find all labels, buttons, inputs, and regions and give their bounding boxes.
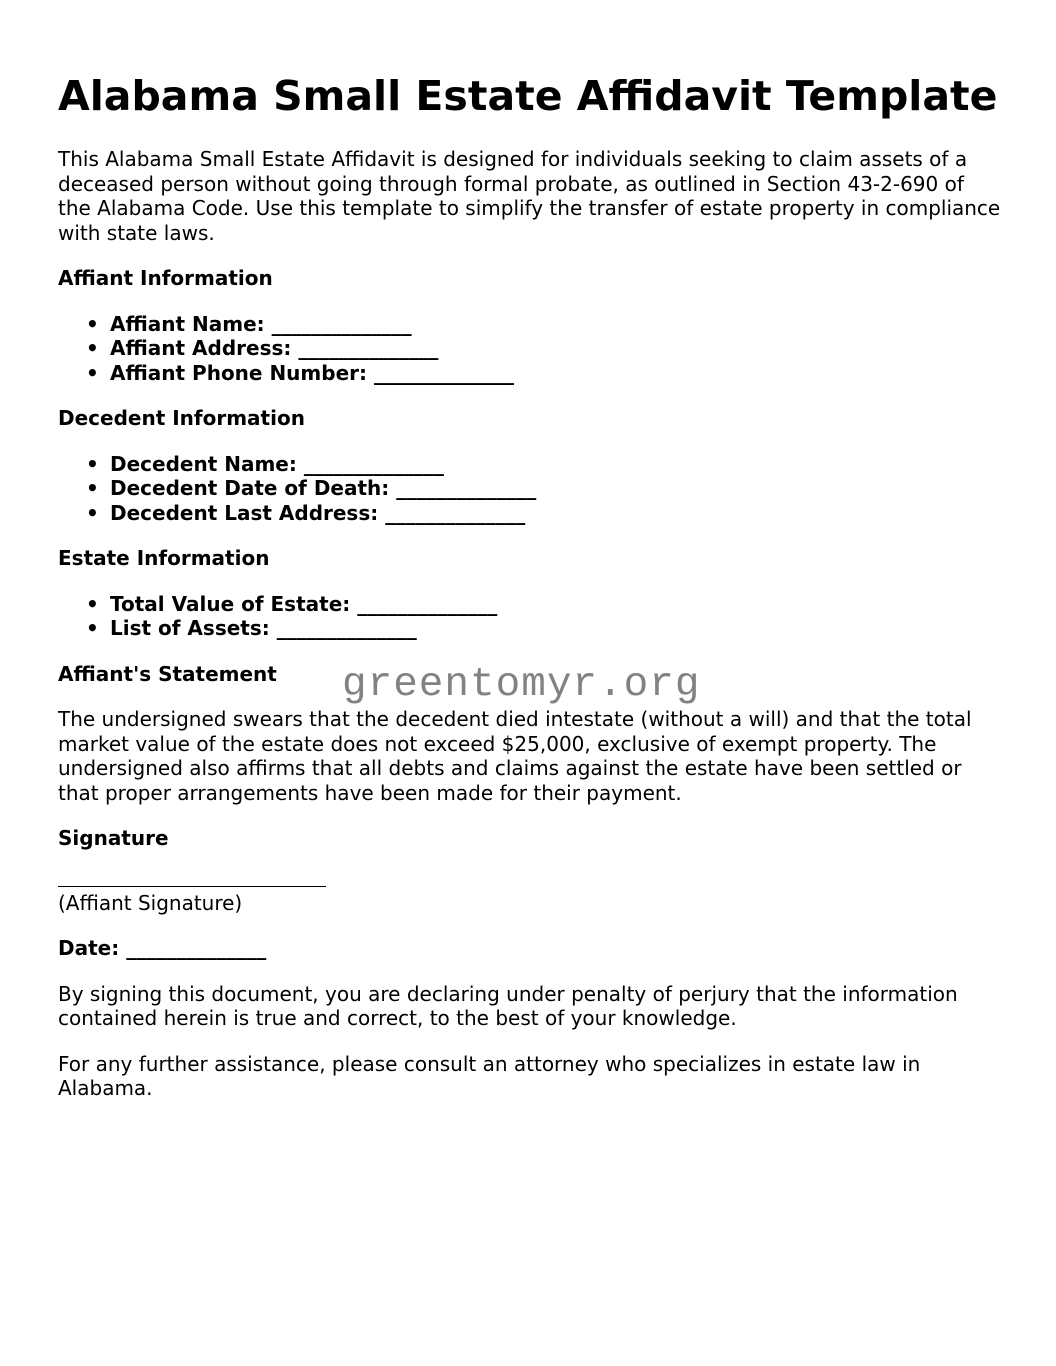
affiant-address-field: • Affiant Address: ______________ [110, 336, 1003, 361]
document-title: Alabama Small Estate Affidavit Template [58, 72, 998, 120]
signature-line [58, 885, 326, 887]
decedent-info-list [58, 452, 1003, 526]
signature-heading: Signature [58, 826, 169, 850]
affiant-statement-heading: Affiant's Statement [58, 661, 277, 686]
perjury-notice: By signing this document, you are declaring under penalty of perjury that the information contained herein is true and correct, to the best of your knowledge. [58, 981, 958, 1030]
estate-assets-list-field: • List of Assets: ______________ [110, 616, 1003, 641]
assistance-note: For any further assistance, please consult an attorney who specializes in estate law in Alabama. [58, 1051, 921, 1100]
affiant-name-field: • Affiant Name: ______________ [110, 312, 1003, 337]
intro-paragraph: This Alabama Small Estate Affidavit is designed for individuals seeking to claim assets of a deceased person without going through formal probate, as outlined in Section 43-2-690 of the Alabama Code. Use this template to simplify the transfer of estate property in compliance with state laws. [58, 147, 1001, 245]
affiant-info-list [58, 312, 1003, 386]
estate-total-value-field: • Total Value of Estate: ______________ [110, 592, 1003, 617]
affiant-info-heading: Affiant Information [58, 266, 273, 290]
affiant-phone-field: • Affiant Phone Number: ______________ [110, 361, 1003, 386]
date-field [58, 936, 1003, 961]
date-label: Date: [58, 936, 120, 960]
date-blank: ______________ [126, 936, 267, 960]
signature-block [58, 885, 1003, 916]
affiant-statement-body: The undersigned swears that the decedent died intestate (without a will) and that the total market value of the estate does not exceed $25,000, exclusive of exempt property. The undersigned also affirms that all debts and claims against the estate have been settled or that proper arrangements have been made for their payment. [58, 707, 972, 805]
signature-caption: (Affiant Signature) [58, 890, 243, 915]
document-page [58, 72, 1003, 1122]
decedent-death-date-field: • Decedent Date of Death: ______________ [110, 476, 1003, 501]
decedent-info-heading: Decedent Information [58, 406, 305, 430]
decedent-name-field: • Decedent Name: ______________ [110, 452, 1003, 477]
decedent-last-address-field: • Decedent Last Address: ______________ [110, 501, 1003, 526]
estate-info-list [58, 592, 1003, 641]
watermark-text: greentomyr.org [342, 662, 701, 708]
estate-info-heading: Estate Information [58, 546, 270, 570]
